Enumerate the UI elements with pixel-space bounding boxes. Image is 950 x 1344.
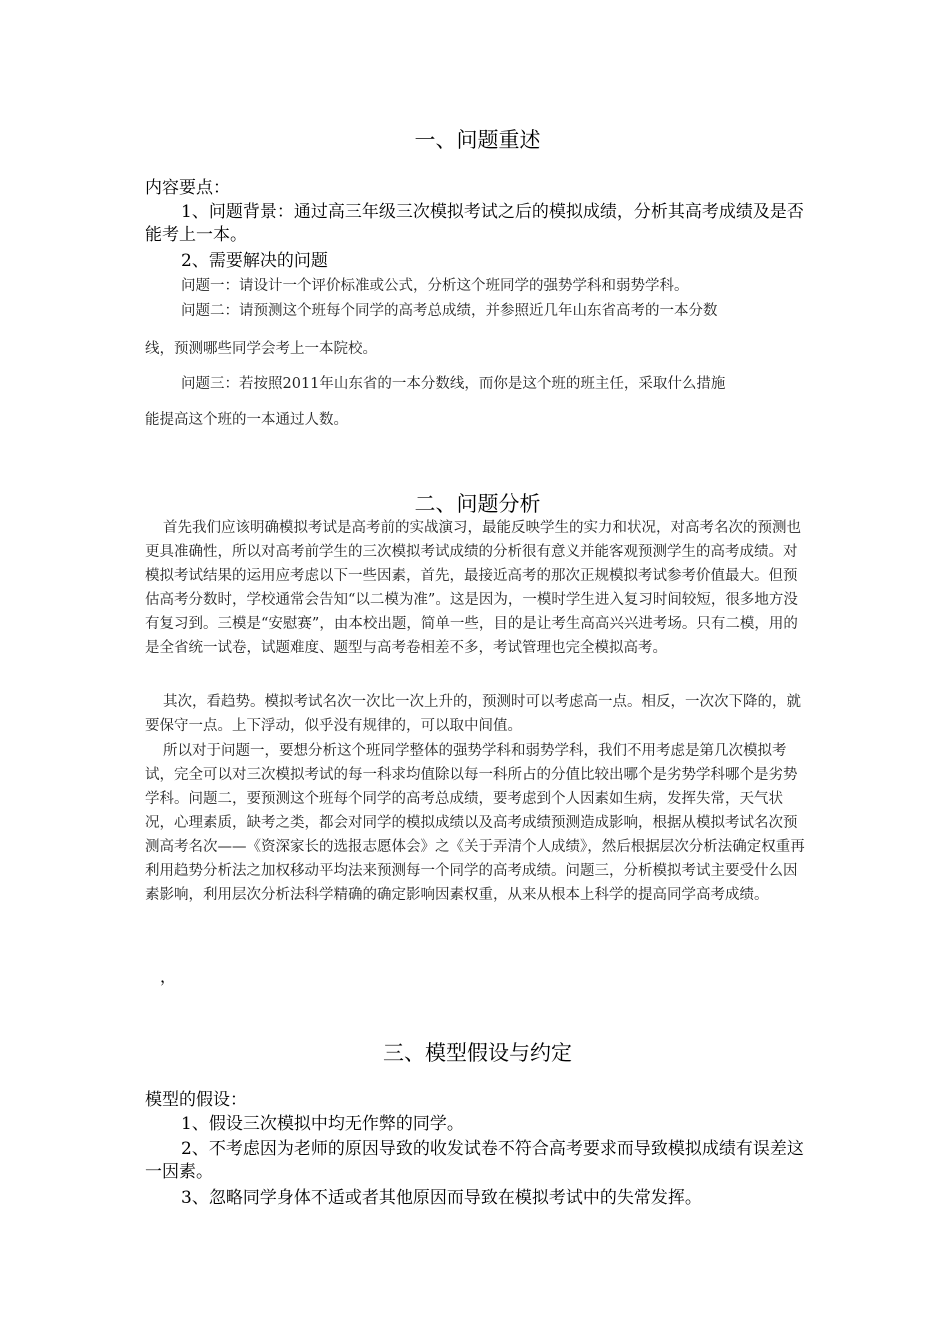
assumptions-label: 模型的假设： [145,1090,247,1110]
assumption-3: 3、忽略同学身体不适或者其他原因而导致在模拟考试中的失常发挥。 [181,1188,702,1208]
section-heading-restatement: 一、问题重述 [414,128,541,152]
section-heading-assumptions: 三、模型假设与约定 [383,1041,572,1065]
problem-background-item: 1、问题背景：通过高三年级三次模拟考试之后的模拟成绩，分析其高考成绩及是否能考上一本。 [145,202,804,245]
question-two-line1: 问题二：请预测这个班每个同学的高考总成绩，并参照近几年山东省高考的一本分数 [181,303,718,319]
section-heading-analysis: 二、问题分析 [414,492,541,516]
content-points-label: 内容要点： [145,178,230,198]
assumption-2: 2、不考虑因为老师的原因导致的收发试卷不符合高考要求而导致模拟成绩有误差这一因素。 [145,1139,804,1182]
analysis-paragraph-1: 首先我们应该明确模拟考试是高考前的实战演习，最能反映学生的实力和状况，对高考名次的预测也更具准确性，所以对高考前学生的三次模拟考试成绩的分析很有意义并能客观预测学生的高考成绩。对模拟考试结果的运用应考虑以下一些因素，首先，最接近高考的那次正规模拟考试参考价值最大。但预估高考分数时，学校通常会告知“以二模为准”。这是因为，一模时学生进入复习时间较短，很多地方没有复习到。三模是“安慰赛”，由本校出题，简单一些，目的是让考生高高兴兴进考场。只有二模，用的是全省统一试卷，试题难度、题型与高考卷相差不多，考试管理也完全模拟高考。 [145,520,801,656]
assumption-1: 1、假设三次模拟中均无作弊的同学。 [181,1114,464,1134]
problems-to-solve-item: 2、需要解决的问题 [181,251,328,271]
analysis-paragraph-3: 所以对于问题一，要想分析这个班同学整体的强势学科和弱势学科，我们不用考虑是第几次模拟考试，完全可以对三次模拟考试的每一科求均值除以每一科所占的分值比较出哪个是劣势学科哪个是劣势学科。问题二，要预测这个班每个同学的高考总成绩，要考虑到个人因素如生病，发挥失常，天气状况，心理素质，缺考之类，都会对同学的模拟成绩以及高考成绩预测造成影响，根据从模拟考试名次预测高考名次——《资深家长的选报志愿体会》之《关于弄清个人成绩》，然后根据层次分析法确定权重再利用趋势分析法之加权移动平均法来预测每一个同学的高考成绩。问题三，分析模拟考试主要受什么因素影响，利用层次分析法科学精确的确定影响因素权重，从来从根本上科学的提高同学高考成绩。 [145,743,805,903]
analysis-paragraph-2: 其次，看趋势。模拟考试名次一次比一次上升的，预测时可以考虑高一点。相反，一次次下降的，就要保守一点。上下浮动，似乎没有规律的，可以取中间值。 [145,694,801,734]
question-two-line2: 线，预测哪些同学会考上一本院校。 [145,341,377,357]
stray-comma: ， [160,967,177,986]
question-one: 问题一：请设计一个评价标准或公式，分析这个班同学的强势学科和弱势学科。 [181,278,689,294]
question-three-line2: 能提高这个班的一本通过人数。 [145,412,348,428]
question-three-line1: 问题三：若按照2011年山东省的一本分数线，而你是这个班的班主任，采取什么措施 [181,376,726,392]
